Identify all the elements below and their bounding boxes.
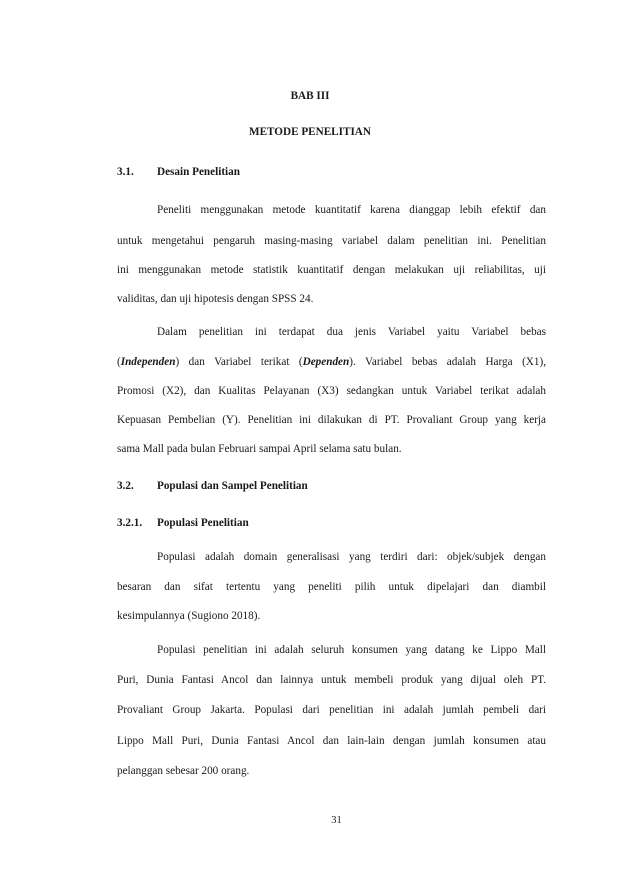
text-segment: ). Variabel bebas adalah Harga (X1),: [349, 356, 546, 368]
term-independen: Independen: [120, 356, 176, 368]
paragraph-line: untuk mengetahui pengaruh masing-masing variabel dalam penelitian ini. Penelitian: [117, 235, 546, 247]
section-title: Populasi dan Sampel Penelitian: [157, 480, 308, 492]
page-number: 31: [331, 815, 342, 826]
term-dependen: Dependen: [302, 356, 350, 368]
paragraph-line: Kepuasan Pembelian (Y). Penelitian ini dilakukan di PT. Provaliant Group yang kerja: [117, 414, 546, 426]
paragraph-line: Peneliti menggunakan metode kuantitatif karena dianggap lebih efektif dan: [157, 204, 546, 216]
subsection-title: Populasi Penelitian: [157, 517, 249, 529]
paragraph-line: sama Mall pada bulan Februari sampai April selama satu bulan.: [117, 443, 402, 455]
paragraph-line: [117, 355, 546, 369]
section-number: 3.1.: [117, 166, 134, 178]
chapter-title: METODE PENELITIAN: [249, 126, 371, 138]
subsection-number: 3.2.1.: [117, 517, 143, 529]
paragraph-line: Lippo Mall Puri, Dunia Fantasi Ancol dan lain-lain dengan jumlah konsumen atau: [117, 735, 546, 747]
paragraph-line: Dalam penelitian ini terdapat dua jenis Variabel yaitu Variabel bebas: [157, 326, 546, 338]
section-number: 3.2.: [117, 480, 134, 492]
paragraph-line: Puri, Dunia Fantasi Ancol dan lainnya untuk membeli produk yang dijual oleh PT.: [117, 674, 546, 686]
paragraph-line: besaran dan sifat tertentu yang peneliti pilih untuk dipelajari dan diambil: [117, 581, 546, 593]
paragraph-line: Populasi penelitian ini adalah seluruh konsumen yang datang ke Lippo Mall: [157, 644, 546, 656]
paragraph-line: Promosi (X2), dan Kualitas Pelayanan (X3) sedangkan untuk Variabel terikat adalah: [117, 385, 546, 397]
paren-open: (: [117, 356, 121, 368]
paragraph-line: Provaliant Group Jakarta. Populasi dari penelitian ini adalah jumlah pembeli dari: [117, 704, 546, 716]
paragraph-line: ini menggunakan metode statistik kuantitatif dengan melakukan uji reliabilitas, uji: [117, 264, 546, 276]
chapter-label: BAB III: [290, 90, 330, 102]
text-segment: ) dan Variabel terikat (: [175, 356, 303, 368]
paragraph-line: validitas, dan uji hipotesis dengan SPSS 24.: [117, 293, 314, 305]
section-title: Desain Penelitian: [157, 166, 240, 178]
paragraph-line: Populasi adalah domain generalisasi yang terdiri dari: objek/subjek dengan: [157, 551, 546, 563]
paragraph-line: pelanggan sebesar 200 orang.: [117, 765, 250, 777]
paragraph-line: kesimpulannya (Sugiono 2018).: [117, 610, 261, 622]
